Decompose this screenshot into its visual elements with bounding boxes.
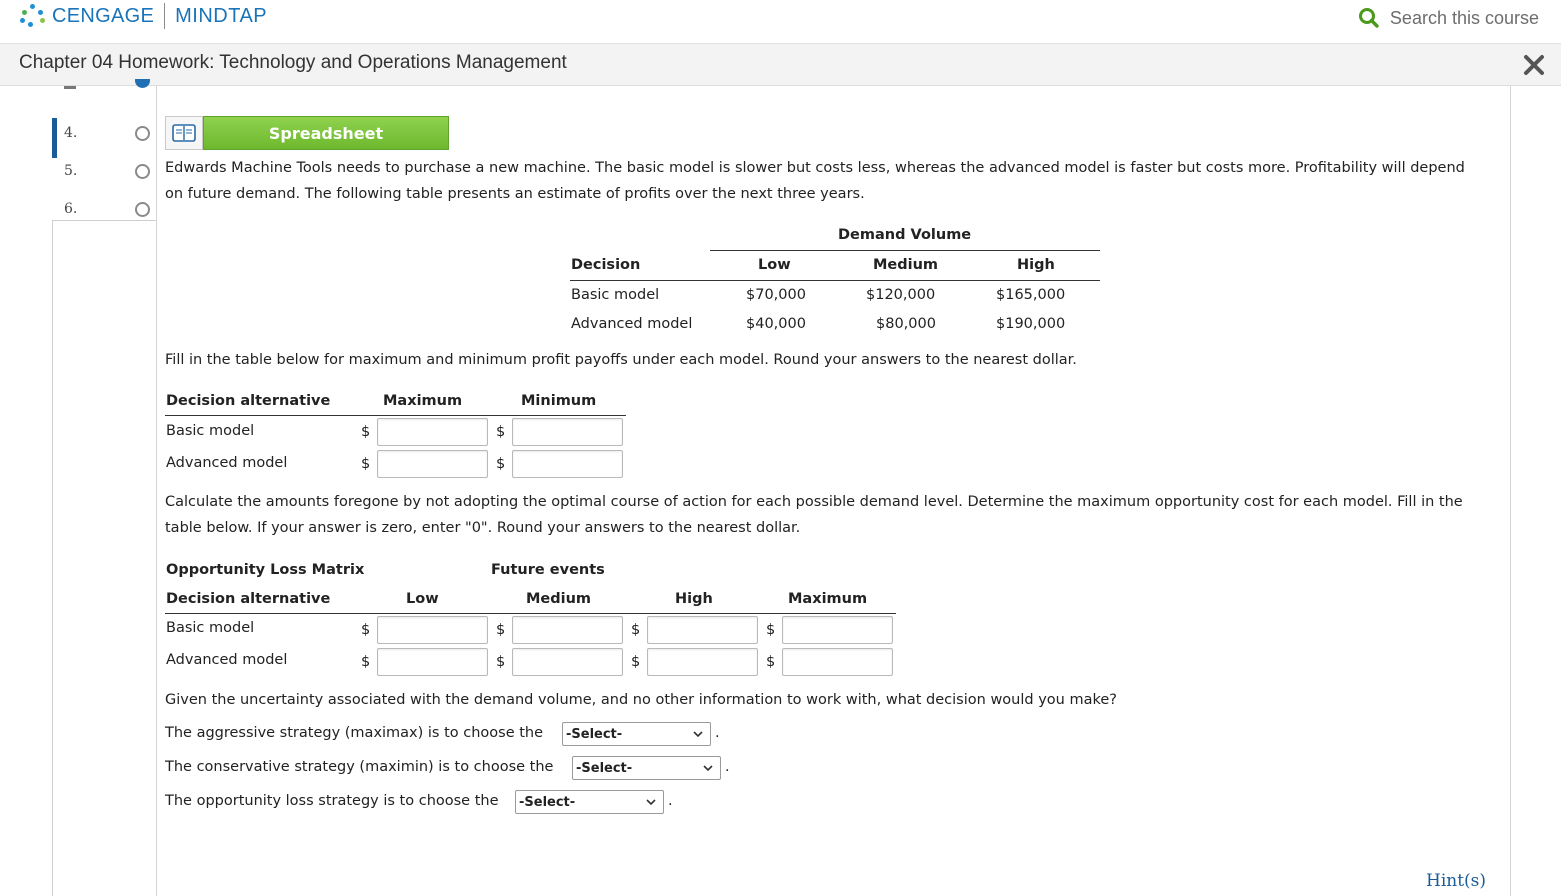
cengage-logo-icon xyxy=(18,2,46,30)
question-number: 5. xyxy=(64,163,78,179)
basic-low-loss-input[interactable] xyxy=(377,616,488,644)
loss-col-low: Low xyxy=(406,591,439,607)
intro-line-2: on future demand. The following table presents an estimate of profits over the next three years. xyxy=(165,186,865,202)
loss-row-label: Basic model xyxy=(166,620,255,636)
advanced-medium-loss-input[interactable] xyxy=(512,648,623,676)
demand-cell: $40,000 xyxy=(746,316,806,332)
loss-table-title: Opportunity Loss Matrix xyxy=(166,562,365,578)
divider xyxy=(165,415,626,416)
question-status-icon xyxy=(135,202,150,217)
loss-col-high: High xyxy=(675,591,713,607)
advanced-max-loss-input[interactable] xyxy=(782,648,893,676)
opportunity-loss-select-value: -Select- xyxy=(519,794,576,810)
currency-label: $ xyxy=(361,424,371,440)
demand-col-low: Low xyxy=(758,257,791,273)
basic-min-input[interactable] xyxy=(512,418,623,446)
question-nav-item[interactable] xyxy=(52,154,156,190)
payoff-col-maximum: Maximum xyxy=(383,393,463,409)
payoff-col-decision: Decision alternative xyxy=(166,393,331,409)
loss-col-medium: Medium xyxy=(526,591,592,607)
basic-max-loss-input[interactable] xyxy=(782,616,893,644)
loss-col-decision: Decision alternative xyxy=(166,591,331,607)
question-nav-item[interactable] xyxy=(52,192,156,228)
question-status-icon xyxy=(135,164,150,179)
brand-company: CENGAGE xyxy=(52,4,155,27)
loss-row-label: Advanced model xyxy=(166,652,288,668)
sentence-period: . xyxy=(715,725,720,741)
search-icon xyxy=(1358,7,1380,29)
logo-divider xyxy=(164,3,165,29)
currency-label: $ xyxy=(496,654,506,670)
search-label[interactable]: Search this course xyxy=(1389,7,1539,28)
demand-cell: $80,000 xyxy=(876,316,936,332)
currency-label: $ xyxy=(496,622,506,638)
sentence-period: . xyxy=(668,793,673,809)
question-status-icon xyxy=(135,126,150,141)
sentence-period: . xyxy=(725,759,730,775)
maximax-select-value: -Select- xyxy=(566,726,623,742)
divider xyxy=(710,250,1100,251)
question-number: 6. xyxy=(64,201,78,217)
currency-label: $ xyxy=(766,622,776,638)
opportunity-loss-select[interactable] xyxy=(515,790,664,814)
basic-high-loss-input[interactable] xyxy=(647,616,758,644)
chevron-down-icon xyxy=(702,762,714,774)
decision-question: Given the uncertainty associated with the demand volume, and no other information to work with, what decision would you make? xyxy=(165,692,1117,708)
currency-label: $ xyxy=(766,654,776,670)
currency-label: $ xyxy=(361,456,371,472)
basic-max-input[interactable] xyxy=(377,418,488,446)
payoff-row-label: Basic model xyxy=(166,423,255,439)
chevron-down-icon xyxy=(645,796,657,808)
currency-label: $ xyxy=(496,456,506,472)
loss-group-header: Future events xyxy=(491,562,605,578)
question-nav xyxy=(52,86,156,896)
question-nav-panel xyxy=(52,220,156,896)
instruction-payoff: Fill in the table below for maximum and minimum profit payoffs under each model. Round your answers to the nearest dollar. xyxy=(165,352,1077,368)
currency-label: $ xyxy=(361,654,371,670)
demand-cell: $70,000 xyxy=(746,287,806,303)
payoff-col-minimum: Minimum xyxy=(521,393,597,409)
advanced-high-loss-input[interactable] xyxy=(647,648,758,676)
search-course[interactable] xyxy=(1358,5,1539,31)
question-nav-item[interactable] xyxy=(52,116,156,152)
spreadsheet-button[interactable]: Spreadsheet xyxy=(203,116,449,150)
demand-row-label: Advanced model xyxy=(571,316,693,332)
demand-cell: $120,000 xyxy=(866,287,936,303)
demand-volume-header: Demand Volume xyxy=(838,227,972,243)
instruction-loss-line-1: Calculate the amounts foregone by not adopting the optimal course of action for each possible demand level. Determine the maximum opportunity cost for each model. Fill in the xyxy=(165,494,1463,510)
spreadsheet-link[interactable] xyxy=(165,116,449,150)
maximin-text: The conservative strategy (maximin) is to choose the xyxy=(165,759,554,775)
chevron-down-icon xyxy=(692,728,704,740)
page-title: Chapter 04 Homework: Technology and Operations Management xyxy=(19,52,567,73)
maximax-text: The aggressive strategy (maximax) is to choose the xyxy=(165,725,544,741)
currency-label: $ xyxy=(361,622,371,638)
instruction-loss-line-2: table below. If your answer is zero, enter "0". Round your answers to the nearest dollar. xyxy=(165,520,801,536)
demand-cell: $190,000 xyxy=(996,316,1066,332)
advanced-low-loss-input[interactable] xyxy=(377,648,488,676)
currency-label: $ xyxy=(631,622,641,638)
intro-line-1: Edwards Machine Tools needs to purchase a new machine. The basic model is slower but costs less, whereas the advanced model is faster but costs more. Profitability will depend xyxy=(165,160,1465,176)
opportunity-loss-text: The opportunity loss strategy is to choose the xyxy=(165,793,499,809)
demand-cell: $165,000 xyxy=(996,287,1066,303)
demand-row-label: Basic model xyxy=(571,287,660,303)
demand-col-decision: Decision xyxy=(571,257,641,273)
maximin-select[interactable] xyxy=(572,756,721,780)
loss-col-maximum: Maximum xyxy=(788,591,868,607)
top-bar xyxy=(0,0,1561,44)
assignment-header xyxy=(0,44,1561,86)
hints-link[interactable]: Hint(s) xyxy=(1426,871,1487,891)
maximin-select-value: -Select- xyxy=(576,760,633,776)
brand-product: MINDTAP xyxy=(175,4,268,27)
cengage-logo[interactable] xyxy=(18,2,267,30)
divider xyxy=(165,613,896,614)
payoff-row-label: Advanced model xyxy=(166,455,288,471)
advanced-max-input[interactable] xyxy=(377,450,488,478)
close-icon[interactable] xyxy=(1519,50,1549,80)
book-icon[interactable] xyxy=(165,116,203,150)
advanced-min-input[interactable] xyxy=(512,450,623,478)
demand-col-medium: Medium xyxy=(873,257,939,273)
demand-col-high: High xyxy=(1017,257,1055,273)
currency-label: $ xyxy=(496,424,506,440)
currency-label: $ xyxy=(631,654,641,670)
basic-medium-loss-input[interactable] xyxy=(512,616,623,644)
maximax-select[interactable] xyxy=(562,722,711,746)
divider xyxy=(570,280,1100,281)
question-number: 4. xyxy=(64,125,78,141)
active-indicator xyxy=(52,118,57,158)
